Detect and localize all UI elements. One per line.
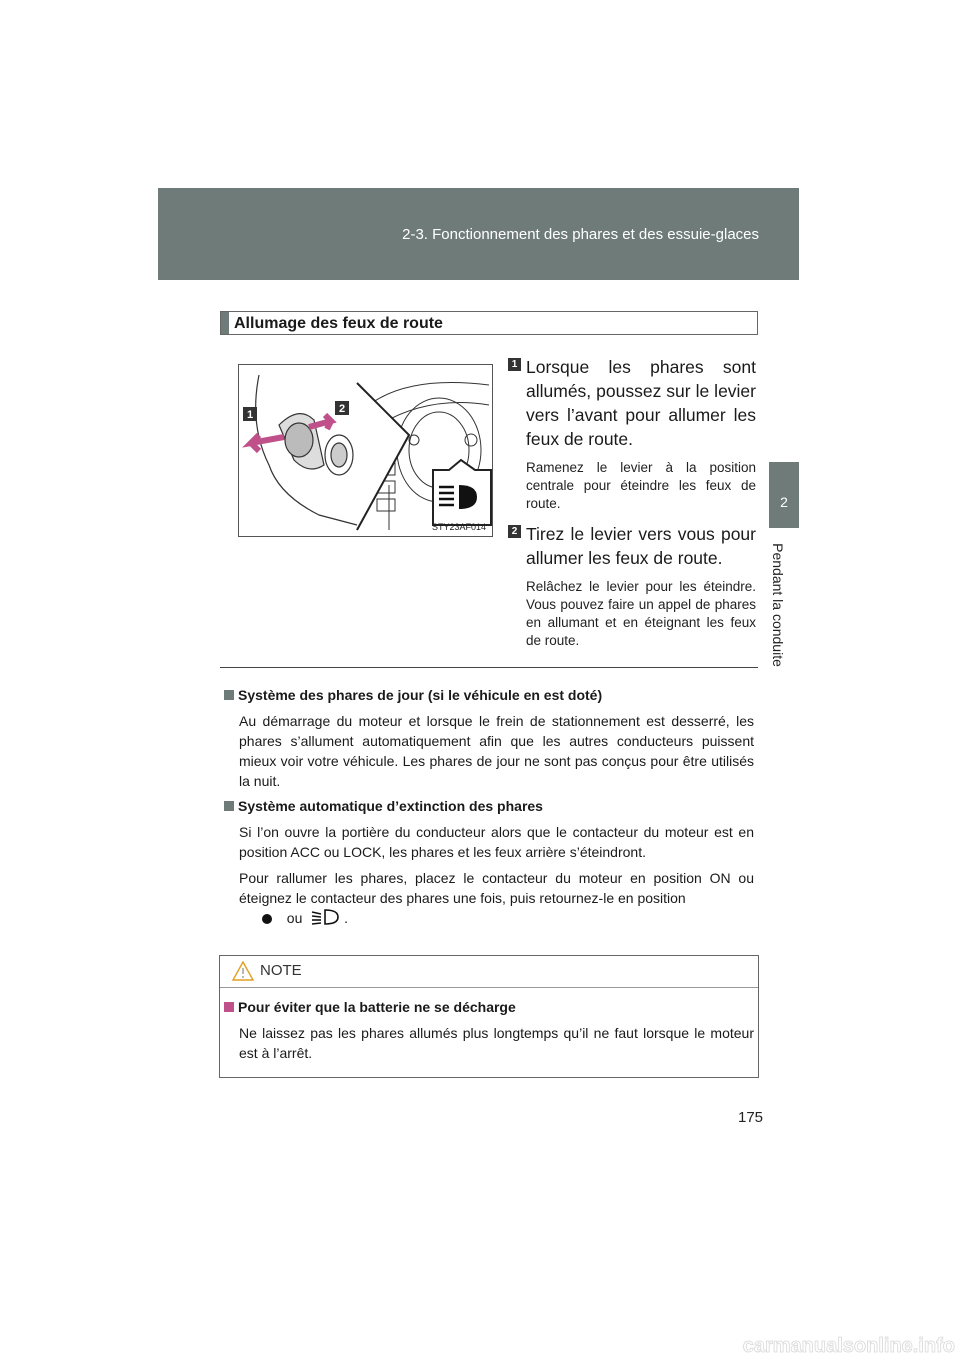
notice-item-title-row: [224, 997, 754, 1017]
section-title-text: Allumage des feux de route: [234, 315, 443, 332]
note-2-title-row: [224, 796, 754, 816]
step-2-main: Tirez le levier vers vous pour allumer les feux de route.: [526, 524, 756, 568]
chapter-label: [758, 540, 798, 670]
page-number: 175: [738, 1109, 764, 1126]
note-1-square-icon: [224, 690, 234, 700]
step-1-number: 1: [508, 358, 521, 371]
notice-item-title: Pour éviter que la batterie ne se décharge: [238, 999, 516, 1015]
step-2: [508, 522, 756, 650]
note-2-text-2: Pour rallumer les phares, placez le contacteur du moteur en position ON ou éteignez le contacteur des phares une fois, puis retournez-le en position: [239, 870, 754, 906]
chapter-number: 2: [780, 494, 788, 510]
watermark: [0, 1336, 960, 1358]
notice-square-icon: [224, 1002, 234, 1012]
step-1-sub: Ramenez le levier à la position centrale pour éteindre les feux de route.: [526, 460, 756, 511]
watermark-text-graphic: [0, 1336, 960, 1358]
step-2-number: 2: [508, 525, 521, 538]
notice-box: [219, 955, 759, 1078]
notice-item: [224, 997, 754, 1063]
note-1-title-row: [224, 685, 754, 705]
notice-header: [220, 956, 758, 988]
section-divider: [220, 667, 758, 668]
note-2-text-2-wrap: [239, 868, 754, 931]
section-title: [220, 311, 758, 335]
arrow-push: [251, 435, 284, 451]
note-daytime-lights: [224, 685, 754, 791]
lever-drawing: [239, 365, 492, 536]
headlight-lever-illustration: [238, 364, 493, 537]
notice-title: NOTE: [260, 962, 302, 979]
section-title-bar: [221, 312, 229, 334]
note-1-title: Système des phares de jour (si le véhicule en est doté): [238, 687, 603, 703]
low-beam-icon: [310, 908, 340, 931]
notice-item-text: Ne laissez pas les phares allumés plus longtemps qu’il ne faut lorsque le moteur est à l’arrêt.: [239, 1025, 754, 1061]
chapter-tab: [769, 462, 799, 528]
parking-position-icon: [261, 910, 273, 930]
step-2-sub: Relâchez le levier pour les éteindre. Vous pouvez faire un appel de phares en allumant et en éteignant les feux de route.: [526, 579, 756, 648]
note-2-end: .: [344, 910, 349, 927]
note-2-text-1: Si l’on ouvre la portière du conducteur alors que le contacteur du moteur est en position ACC ou LOCK, les phares et les feux arrière s’éteindront.: [239, 824, 754, 860]
note-2-title: Système automatique d’extinction des phares: [238, 798, 543, 814]
header-band: [158, 188, 799, 280]
note-auto-off: [224, 796, 754, 931]
callout-1: 1: [246, 409, 254, 421]
watermark-text: carmanualsonline.info: [742, 1336, 955, 1357]
chapter-label-text: Pendant la conduite: [770, 543, 786, 667]
header-section-title: 2-3. Fonctionnement des phares et des essuie-glaces: [402, 226, 759, 243]
callout-2: 2: [338, 403, 346, 415]
note-2-square-icon: [224, 801, 234, 811]
step-1-main: Lorsque les phares sont allumés, poussez sur le levier vers l’avant pour allumer les feux de route.: [526, 357, 756, 449]
note-1-text: Au démarrage du moteur et lorsque le frein de stationnement est desserré, les phares s’allument automatiquement afin que les autres conducteurs puissent mieux voir votre véhicule. Les phares de jour ne sont pas conçus pour être utilisés la nuit.: [239, 713, 754, 789]
figure-code: STY23AF014: [431, 522, 486, 532]
step-1: [508, 355, 756, 513]
warning-triangle-icon: [232, 961, 254, 981]
note-2-or: ou: [286, 910, 303, 927]
